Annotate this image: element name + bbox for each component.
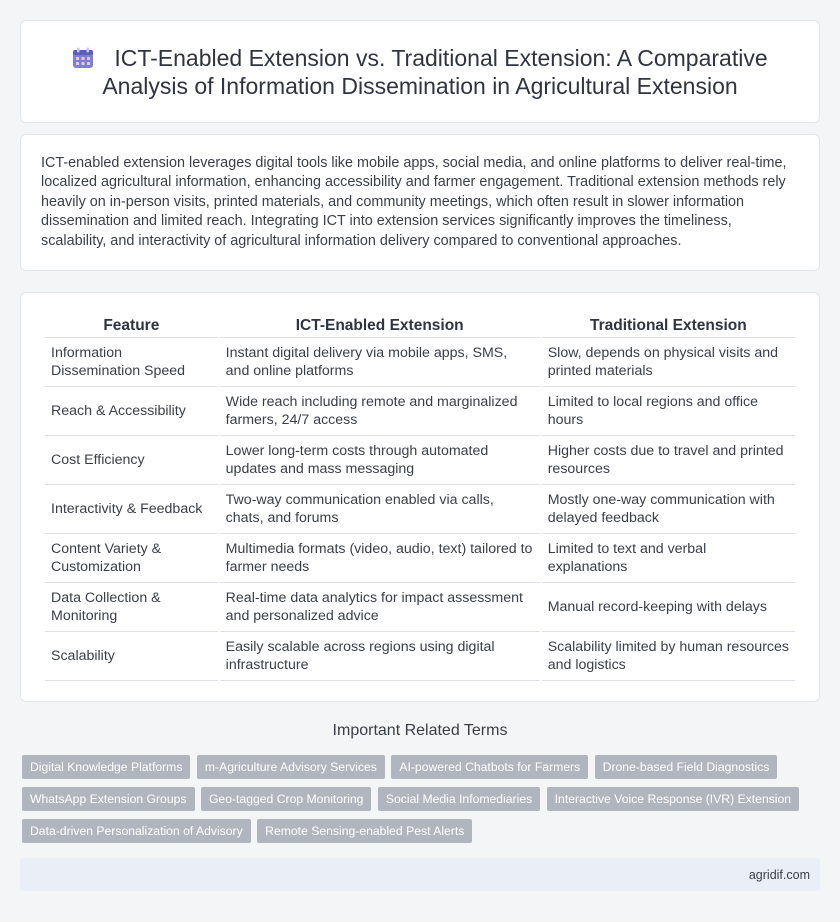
table-header-row bbox=[45, 315, 795, 338]
summary-card bbox=[20, 134, 820, 271]
ict-cell: Wide reach including remote and marginalized farmers, 24/7 access bbox=[220, 387, 540, 436]
feature-cell: Interactivity & Feedback bbox=[45, 485, 218, 534]
feature-cell: Cost Efficiency bbox=[45, 436, 218, 485]
traditional-cell: Slow, depends on physical visits and printed materials bbox=[542, 338, 795, 387]
header-ict: ICT-Enabled Extension bbox=[220, 315, 540, 338]
page-title bbox=[61, 44, 779, 100]
related-terms-heading: Important Related Terms bbox=[332, 722, 508, 739]
table-row bbox=[45, 534, 795, 583]
feature-cell: Scalability bbox=[45, 632, 218, 681]
footer-site-link[interactable]: agridif.com bbox=[748, 868, 810, 882]
related-terms-tags bbox=[22, 755, 822, 851]
ict-cell: Multimedia formats (video, audio, text) tailored to farmer needs bbox=[220, 534, 540, 583]
comparison-table-card bbox=[20, 292, 820, 702]
related-tag[interactable]: WhatsApp Extension Groups bbox=[22, 787, 195, 811]
traditional-cell: Higher costs due to travel and printed resources bbox=[542, 436, 795, 485]
footer bbox=[20, 858, 820, 891]
related-tag[interactable]: Interactive Voice Response (IVR) Extension bbox=[547, 787, 799, 811]
related-tag[interactable]: AI-powered Chatbots for Farmers bbox=[391, 755, 588, 779]
traditional-cell: Scalability limited by human resources and logistics bbox=[542, 632, 795, 681]
ict-cell: Easily scalable across regions using digital infrastructure bbox=[220, 632, 540, 681]
related-tag[interactable]: Digital Knowledge Platforms bbox=[22, 755, 190, 779]
traditional-cell: Manual record-keeping with delays bbox=[542, 583, 795, 632]
summary-text: ICT-enabled extension leverages digital tools like mobile apps, social media, and online platforms to deliver real-time, localized agricultural information, enhancing accessibility and farmer engagement. Traditional extension methods rely heavily on in-person visits, printed materials, and community meetings, which often result in slower information dissemination and limited reach. Integrating ICT into extension services significantly improves the timeliness, scalability, and interactivity of agricultural information delivery compared to conventional approaches. bbox=[41, 155, 787, 249]
comparison-table bbox=[43, 315, 797, 681]
feature-cell: Data Collection & Monitoring bbox=[45, 583, 218, 632]
page-title-text: ICT-Enabled Extension vs. Traditional Extension: A Comparative Analysis of Information Dissemination in Agricultural Extension bbox=[102, 44, 768, 99]
ict-cell: Instant digital delivery via mobile apps, SMS, and online platforms bbox=[220, 338, 540, 387]
related-tag[interactable]: Remote Sensing-enabled Pest Alerts bbox=[257, 819, 472, 843]
title-card bbox=[20, 20, 820, 123]
header-traditional: Traditional Extension bbox=[542, 315, 795, 338]
traditional-cell: Limited to local regions and office hours bbox=[542, 387, 795, 436]
table-row bbox=[45, 338, 795, 387]
calendar-icon bbox=[72, 47, 94, 69]
related-tag[interactable]: m-Agriculture Advisory Services bbox=[197, 755, 385, 779]
ict-cell: Two-way communication enabled via calls, chats, and forums bbox=[220, 485, 540, 534]
related-tag[interactable]: Drone-based Field Diagnostics bbox=[595, 755, 778, 779]
related-tag[interactable]: Data-driven Personalization of Advisory bbox=[22, 819, 251, 843]
traditional-cell: Limited to text and verbal explanations bbox=[542, 534, 795, 583]
related-tag[interactable]: Geo-tagged Crop Monitoring bbox=[201, 787, 371, 811]
header-feature: Feature bbox=[45, 315, 218, 338]
ict-cell: Real-time data analytics for impact assessment and personalized advice bbox=[220, 583, 540, 632]
traditional-cell: Mostly one-way communication with delayed feedback bbox=[542, 485, 795, 534]
table-row bbox=[45, 583, 795, 632]
table-row bbox=[45, 436, 795, 485]
feature-cell: Information Dissemination Speed bbox=[45, 338, 218, 387]
table-row bbox=[45, 387, 795, 436]
feature-cell: Content Variety & Customization bbox=[45, 534, 218, 583]
related-tag[interactable]: Social Media Infomediaries bbox=[378, 787, 540, 811]
ict-cell: Lower long-term costs through automated updates and mass messaging bbox=[220, 436, 540, 485]
feature-cell: Reach & Accessibility bbox=[45, 387, 218, 436]
table-row bbox=[45, 632, 795, 681]
table-row bbox=[45, 485, 795, 534]
